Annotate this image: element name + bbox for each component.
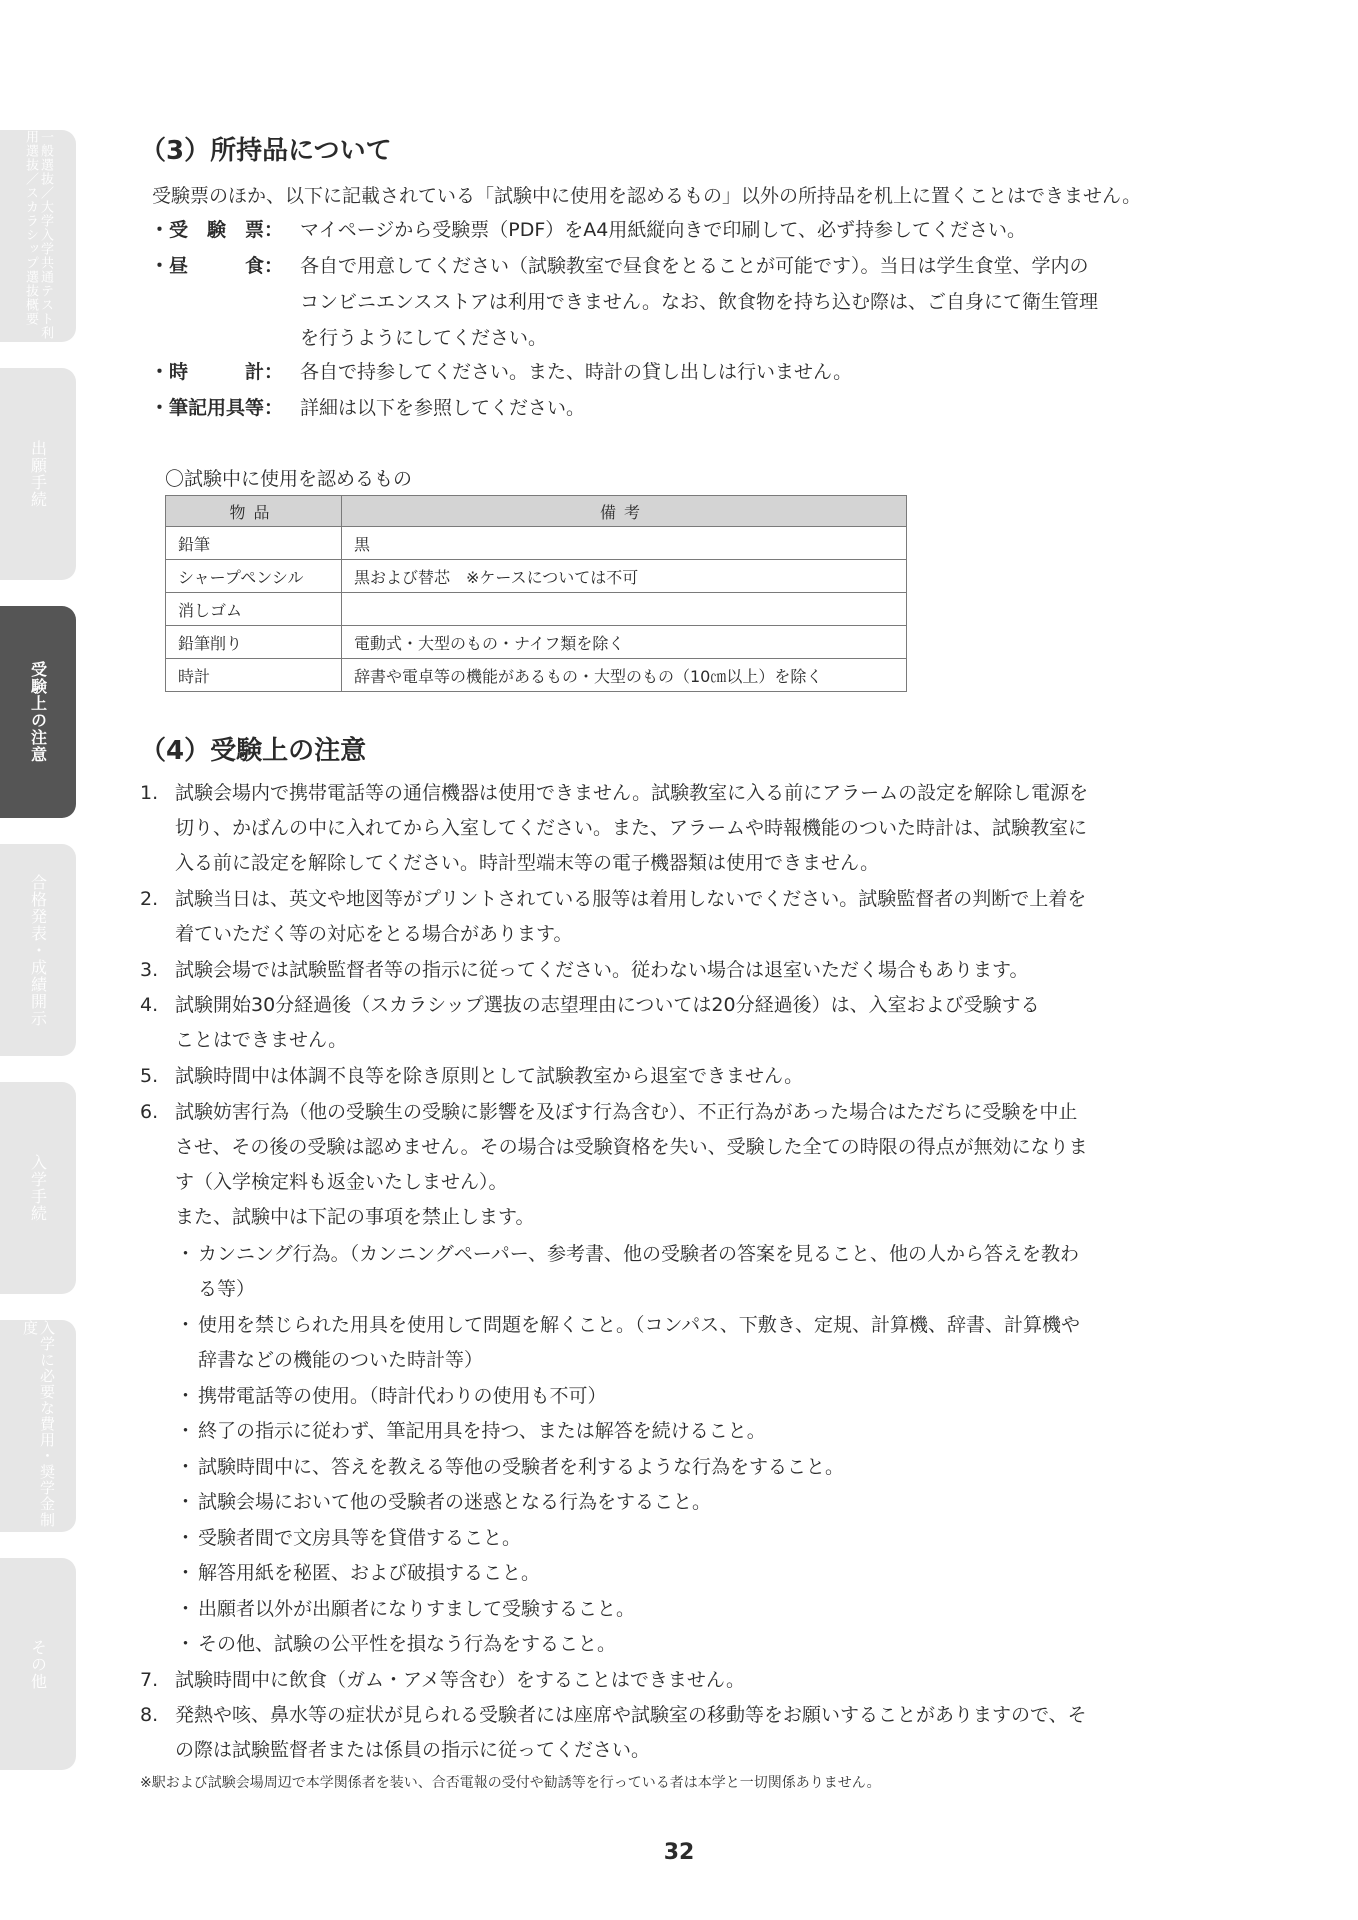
belongings-item (150, 354, 852, 390)
bullet: ・ (176, 1633, 196, 1655)
list-item-line: 試験当日は、英文や地図等がプリントされている服等は着用しないでください。試験監督者の判断で上着を (175, 888, 1087, 910)
list-item-number: 2. (140, 888, 159, 910)
belongings-item-text: を行うようにしてください。 (300, 327, 548, 349)
table-cell-note (342, 593, 907, 626)
side-tab-results[interactable] (0, 844, 76, 1056)
belongings-item-label: ・時 計： (150, 361, 284, 383)
list-item-line: 切り、かばんの中に入れてから入室してください。また、アラームや時報機能のついた時計は、試験教室に (175, 817, 1088, 839)
prohibited-item-line: る等） (198, 1278, 256, 1300)
table-cell-name: 鉛筆削り (166, 626, 342, 659)
list-item-number: 5. (140, 1065, 159, 1087)
bullet: ・ (176, 1527, 196, 1549)
prohibited-item-line: 試験時間中に、答えを教える等他の受験者を利するような行為をすること。 (198, 1456, 845, 1478)
table-row (166, 527, 907, 560)
bullet: ・ (176, 1562, 196, 1584)
table-row (166, 626, 907, 659)
bullet: ・ (176, 1385, 196, 1407)
prohibited-item (176, 1414, 1226, 1449)
side-tab-enrollment[interactable] (0, 1082, 76, 1294)
list-item-line: す（入学検定料も返金いたしません）。 (175, 1171, 508, 1193)
table-cell-name: 時計 (166, 659, 342, 692)
bullet: ・ (176, 1243, 196, 1265)
prohibited-item (176, 1379, 1226, 1414)
belongings-item (150, 390, 585, 426)
footnote: ※駅および試験会場周辺で本学関係者を装い、合否電報の受付や勧誘等を行っている者は本学と一切関係ありません。 (140, 1775, 881, 1791)
prohibited-item-line: 携帯電話等の使用。（時計代わりの使用も不可） (198, 1385, 607, 1407)
prohibited-item (176, 1450, 1226, 1485)
list-item (140, 1698, 1230, 1768)
prohibited-item (176, 1308, 1226, 1378)
prohibited-item-line: 辞書などの機能のついた時計等） (198, 1349, 484, 1371)
list-item (140, 1059, 1230, 1094)
list-item-line: 発熱や咳、鼻水等の症状が見られる受験者には座席や試験室の移動等をお願いすることがありますので、そ (175, 1704, 1087, 1726)
list-item (140, 988, 1230, 1058)
prohibited-item-line: 出願者以外が出願者になりすまして受験すること。 (198, 1598, 636, 1620)
list-item-line: 試験時間中に飲食（ガム・アメ等含む）をすることはできません。 (175, 1669, 746, 1691)
prohibited-item-line: 受験者間で文房具等を貸借すること。 (198, 1527, 522, 1549)
side-tab-label: 受験上の注意 (28, 661, 48, 763)
table-cell-note: 電動式・大型のもの・ナイフ類を除く (342, 626, 907, 659)
prohibited-item (176, 1627, 1226, 1662)
prohibited-item (176, 1521, 1226, 1556)
belongings-item-text: 各自で用意してください（試験教室で昼食をとることが可能です）。当日は学生食堂、学内の (300, 255, 1089, 277)
table-caption: 〇試験中に使用を認めるもの (165, 468, 413, 490)
list-item-line: また、試験中は下記の事項を禁止します。 (175, 1206, 535, 1228)
list-item-line: 試験開始30分経過後（スカラシップ選抜の志望理由については20分経過後）は、入室および受験する (175, 994, 1040, 1016)
list-item-number: 3. (140, 959, 159, 981)
table-cell-note: 黒 (342, 527, 907, 560)
list-item-line: 着ていただく等の対応をとる場合があります。 (175, 923, 573, 945)
bullet: ・ (176, 1598, 196, 1620)
side-tab-label: 入学手続 (28, 1154, 48, 1222)
list-item (140, 776, 1230, 881)
section-heading-exam-notes: （4）受験上の注意 (140, 736, 367, 766)
page-number: 32 (663, 1840, 695, 1865)
table-header-item: 物品 (166, 496, 342, 527)
list-item-line: 試験妨害行為（他の受験生の受験に影響を及ぼす行為含む）、不正行為があった場合はただちに受験を中止 (175, 1101, 1078, 1123)
prohibited-item-line: 終了の指示に従わず、筆記用具を持つ、または解答を続けること。 (198, 1420, 766, 1442)
table-row (166, 560, 907, 593)
prohibited-item-line: 試験会場において他の受験者の迷惑となる行為をすること。 (198, 1491, 712, 1513)
table-cell-note: 辞書や電卓等の機能があるもの・大型のもの（10㎝以上）を除く (342, 659, 907, 692)
belongings-item-text: マイページから受験票（PDF）をA4用紙縦向きで印刷して、必ず持参してください。 (300, 219, 1026, 241)
prohibited-item-line: 解答用紙を秘匿、および破損すること。 (198, 1562, 541, 1584)
prohibited-item (176, 1556, 1226, 1591)
belongings-item (150, 248, 1098, 356)
list-item-line: させ、その後の受験は認めません。その場合は受験資格を失い、受験した全ての時限の得点が無効になりま (175, 1136, 1088, 1158)
list-item-line: ことはできません。 (175, 1029, 348, 1051)
belongings-item-label: ・昼 食： (150, 255, 284, 277)
belongings-item-text: 詳細は以下を参照してください。 (300, 397, 586, 419)
belongings-item-label: ・筆記用具等： (150, 397, 284, 419)
side-tab-label: 入学に必要な費用・奨学金制度 (21, 1320, 56, 1528)
list-item (140, 882, 1230, 952)
bullet: ・ (176, 1491, 196, 1513)
prohibited-item-line: 使用を禁じられた用具を使用して問題を解くこと。（コンパス、下敷き、定規、計算機、辞書、計算機や (198, 1314, 1080, 1336)
prohibited-item (176, 1485, 1226, 1520)
belongings-item (150, 212, 1026, 248)
list-item (140, 1663, 1230, 1698)
allowed-items-table (165, 495, 907, 692)
belongings-item-label: ・受 験 票： (150, 219, 284, 241)
table-cell-name: 消しゴム (166, 593, 342, 626)
bullet: ・ (176, 1420, 196, 1442)
table-row (166, 593, 907, 626)
table-cell-name: シャープペンシル (166, 560, 342, 593)
list-item-line: 試験会場内で携帯電話等の通信機器は使用できません。試験教室に入る前にアラームの設定を解除し電源を (175, 782, 1089, 804)
list-item-line: 試験会場では試験監督者等の指示に従ってください。従わない場合は退室いただく場合もあります。 (175, 959, 1029, 981)
table-cell-name: 鉛筆 (166, 527, 342, 560)
side-tab-label: 一般選抜／大学入学共通テスト利用選抜／スカラシップ選抜概要 (23, 130, 53, 340)
list-item-line: 入る前に設定を解除してください。時計型端末等の電子機器類は使用できません。 (175, 852, 880, 874)
list-item-number: 4. (140, 994, 159, 1016)
side-tab-label: 出願手続 (28, 440, 48, 508)
belongings-item-text: コンビニエンスストアは利用できません。なお、飲食物を持ち込む際は、ご自身にて衛生管理 (300, 291, 1099, 313)
list-item-number: 7. (140, 1669, 159, 1691)
prohibited-item (176, 1592, 1226, 1627)
list-item-line: 試験時間中は体調不良等を除き原則として試験教室から退室できません。 (175, 1065, 804, 1087)
bullet: ・ (176, 1456, 196, 1478)
side-tab-application[interactable] (0, 368, 76, 580)
side-tab-overview[interactable] (0, 130, 76, 342)
side-tab-other[interactable] (0, 1558, 76, 1770)
belongings-item-text: 各自で持参してください。また、時計の貸し出しは行いません。 (300, 361, 853, 383)
prohibited-item (176, 1237, 1226, 1307)
list-item (140, 1095, 1230, 1235)
bullet: ・ (176, 1314, 196, 1336)
list-item-number: 1. (140, 782, 159, 804)
prohibited-item-line: その他、試験の公平性を損なう行為をすること。 (198, 1633, 617, 1655)
side-tab-label: その他 (28, 1638, 48, 1690)
table-header-row (166, 496, 907, 527)
side-tab-label: 合格発表・成績開示 (28, 873, 48, 1027)
list-item (140, 953, 1230, 988)
table-cell-note: 黒および替芯 ※ケースについては不可 (342, 560, 907, 593)
prohibited-item-line: カンニング行為。（カンニングペーパー、参考書、他の受験者の答案を見ること、他の人から答えを教わ (198, 1243, 1080, 1265)
list-item-number: 8. (140, 1704, 159, 1726)
side-tab-fees[interactable] (0, 1320, 76, 1532)
list-item-line: の際は試験監督者または係員の指示に従ってください。 (175, 1739, 651, 1761)
table-row (166, 659, 907, 692)
side-tab-exam-notes[interactable] (0, 606, 76, 818)
list-item-number: 6. (140, 1101, 159, 1123)
belongings-intro: 受験票のほか、以下に記載されている「試験中に使用を認めるもの」以外の所持品を机上に置くことはできません。 (152, 185, 1142, 207)
table-header-note: 備考 (342, 496, 907, 527)
section-heading-belongings: （3）所持品について (140, 136, 392, 166)
